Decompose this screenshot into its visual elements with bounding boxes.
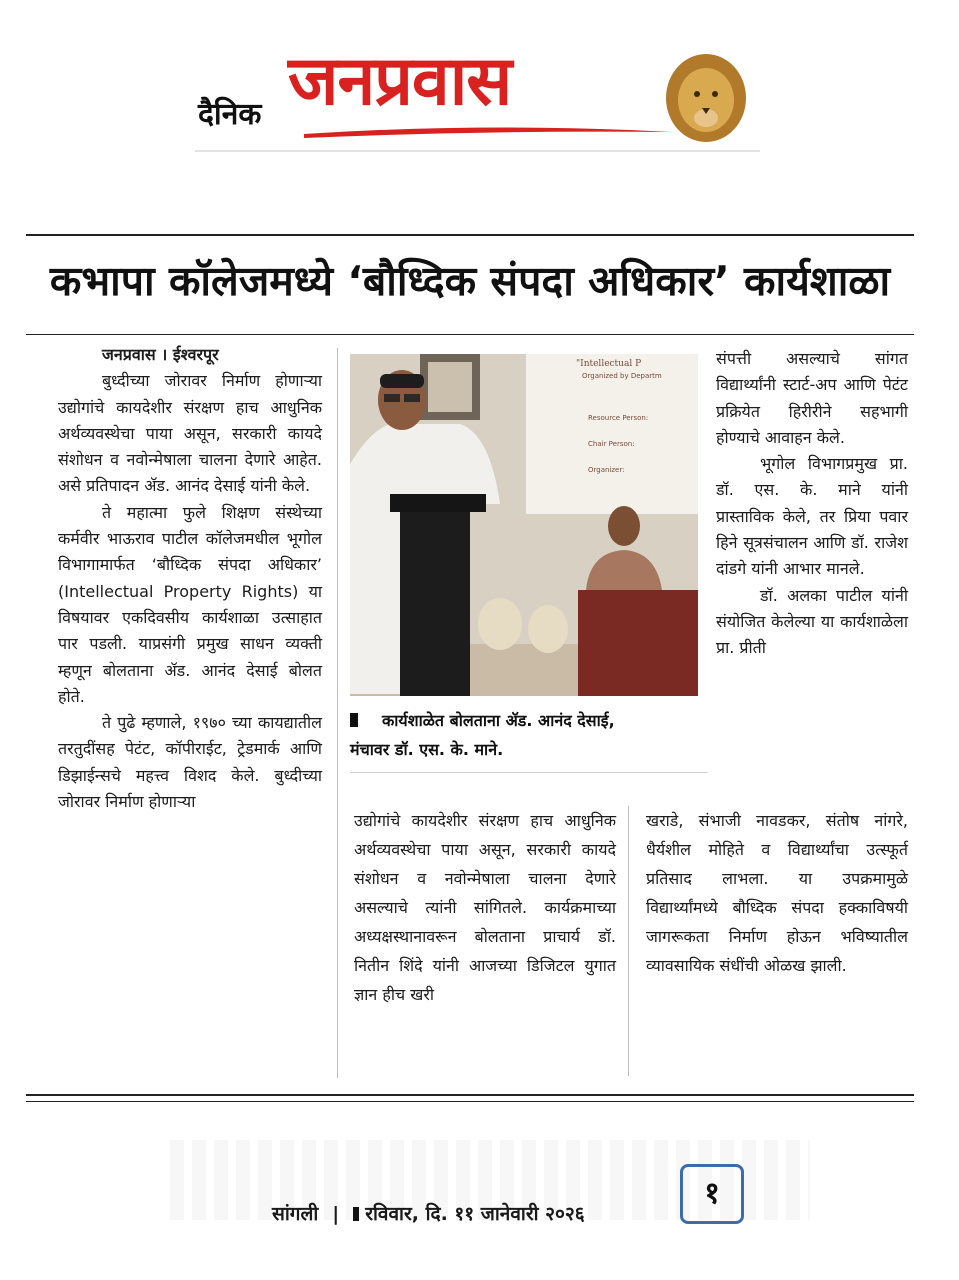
paragraph: उद्योगांचे कायदेशीर संरक्षण हाच आधुनिक अर्थव्यवस्थेचा पाया असून, सरकारी कायदे संशोधन व नवोन्मेषाला चालना देणारे असल्याचे त्यांनी सांगितले. कार्यक्रमाच्या अध्यक्षस्थानावरून बोलताना प्राचार्य डॉ. नितीन शिंदे यांनी आजच्या डिजिटल युगात ज्ञान हीच खरी <box>354 811 616 1004</box>
edition-name: सांगली <box>272 1203 319 1225</box>
column-divider <box>628 806 629 1076</box>
separator: | <box>332 1203 340 1225</box>
paragraph: ते महात्मा फुले शिक्षण संस्थेच्या कर्मवीर भाऊराव पाटील कॉलेजमधील भूगोल विभागामार्फत ‘बौध्दिक संपदा अधिकार’ (Intellectual Property Rights) या विषयावर एकदिवसीय कार्यशाळा उत्साहात पार पडली. याप्रसंगी प्रमुख साधन व्यक्ती म्हणून बोलताना ॲड. आनंद देसाई बोलत होते. <box>58 502 322 706</box>
paragraph: बुध्दीच्या जोरावर निर्माण होणाऱ्या उद्योगांचे कायदेशीर संरक्षण हाच आधुनिक अर्थव्यवस्थेचा पाया असून, सरकारी कायदे संशोधन व नवोन्मेषाला चालना देणारे आहेत. असे प्रतिपादन ॲड. आनंद देसाई यांनी केले. <box>58 371 322 496</box>
slide-subtitle: Organized by Departm <box>582 372 662 380</box>
caption-text: कार्यशाळेत बोलताना ॲड. आनंद देसाई, <box>382 711 615 730</box>
masthead-prefix: दैनिक <box>198 97 262 132</box>
page-number: १ <box>680 1164 744 1224</box>
paragraph: डॉ. अलका पाटील यांनी संयोजित केलेल्या या कार्यशाळेला प्रा. प्रीती <box>716 585 908 658</box>
article-column-2 <box>354 806 616 1009</box>
article-column-3-top <box>716 346 908 662</box>
footer-dateline <box>272 1200 585 1226</box>
byline: जनप्रवास । ईश्वरपूर <box>102 345 219 364</box>
paragraph: भूगोल विभागप्रमुख प्रा. डॉ. एस. के. माने यांनी प्रास्ताविक केले, तर प्रिया पवार हिने सूत्रसंचालन आणि डॉ. राजेश दांडगे यांनी आभार मानले. <box>716 454 908 579</box>
lion-icon <box>662 48 750 144</box>
photo-caption <box>350 706 706 764</box>
caption-marker <box>350 713 358 727</box>
caption-line <box>350 706 706 735</box>
headline-rule <box>26 334 914 335</box>
paragraph: ते पुढे म्हणाले, १९७० च्या कायद्यातील तरतुदींसह पेटंट, कॉपीराईट, ट्रेडमार्क आणि डिझाईन्सचे महत्त्व विशद केले. बुध्दीच्या जोरावर निर्माण होणाऱ्या <box>58 713 322 812</box>
bottom-rule <box>26 1094 914 1096</box>
date-marker <box>353 1207 359 1221</box>
headline: कभापा कॉलेजमध्ये ‘बौध्दिक संपदा अधिकार’ कार्यशाळा <box>49 257 891 305</box>
slide-row: Chair Person: <box>588 440 635 448</box>
slide-row: Organizer: <box>588 466 625 474</box>
publication-date: रविवार, दि. ११ जानेवारी २०२६ <box>365 1203 585 1225</box>
column-divider <box>337 348 338 1078</box>
paragraph: खराडे, संभाजी नावडकर, संतोष नांगरे, धैर्यशील मोहिते व विद्यार्थ्यांचा उत्स्फूर्त प्रतिसाद लाभला. या उपक्रमामुळे विद्यार्थ्यांमध्ये बौध्दिक संपदा हक्काविषयी जागरूकता निर्माण होऊन भविष्यातील व्यावसायिक संधींची ओळख झाली. <box>646 811 908 975</box>
paragraph: संपत्ती असल्याचे सांगत विद्यार्थ्यांनी स्टार्ट-अप आणि पेटंट प्रक्रियेत हिरीरीने सहभागी होण्याचे आवाहन केले. <box>716 349 908 447</box>
article-column-3-bottom <box>646 806 908 980</box>
masthead-title: जनप्रवास <box>288 42 512 121</box>
caption-rule <box>350 772 708 773</box>
masthead-underline <box>195 150 760 152</box>
caption-text: मंचावर डॉ. एस. के. माने. <box>350 740 504 759</box>
top-rule <box>26 234 914 236</box>
event-photo <box>350 354 698 696</box>
article-column-1 <box>58 342 322 815</box>
photo-scene <box>350 354 698 696</box>
slide-title: "Intellectual P <box>576 359 642 369</box>
slide-row: Resource Person: <box>588 414 649 422</box>
masthead-swoosh <box>300 120 680 144</box>
bottom-rule-thin <box>26 1101 914 1102</box>
